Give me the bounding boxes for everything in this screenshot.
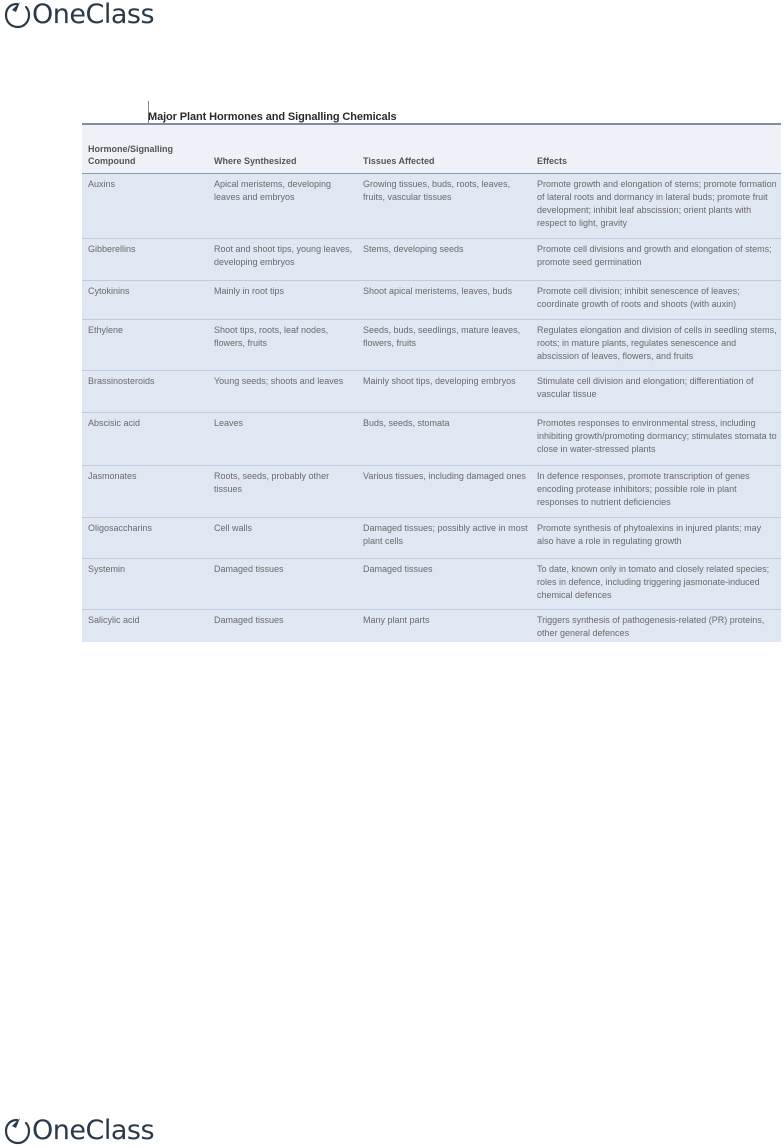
cell-tissues: Shoot apical meristems, leaves, buds: [363, 286, 513, 296]
cell-tissues: Mainly shoot tips, developing embryos: [363, 376, 516, 386]
cell-effects: Promote cell divisions and growth and elongation of stems; promote seed germination: [537, 244, 772, 267]
cell-synthesized: Young seeds; shoots and leaves: [214, 376, 344, 386]
cell-compound: Systemin: [88, 564, 126, 574]
cell-synthesized: Root and shoot tips, young leaves, developing embryos: [214, 244, 353, 267]
table-row: [82, 320, 781, 370]
cell-tissues: Growing tissues, buds, roots, leaves, fruits, vascular tissues: [363, 179, 511, 202]
header-tissues-affected: Tissues Affected: [363, 156, 435, 166]
table-title: Major Plant Hormones and Signalling Chemicals: [148, 111, 397, 123]
cell-compound: Ethylene: [88, 325, 124, 335]
cell-effects: Promote synthesis of phytoalexins in injured plants; may also have a role in regulating growth: [537, 523, 762, 546]
oneclass-logo-bottom: [2, 1116, 154, 1146]
cell-synthesized: Damaged tissues: [214, 564, 284, 574]
cell-effects: Regulates elongation and division of cells in seedling stems, roots; in mature plants, regulates senescence and abscission of leaves, flowers, and fruits: [537, 325, 777, 361]
header-effects: Effects: [537, 156, 568, 166]
cell-effects: Stimulate cell division and elongation; differentiation of vascular tissue: [537, 376, 754, 399]
cell-compound: Cytokinins: [88, 286, 130, 296]
hormone-table: [82, 123, 781, 642]
cell-tissues: Damaged tissues: [363, 564, 433, 574]
table-title-row: [148, 101, 397, 123]
cell-tissues: Various tissues, including damaged ones: [363, 471, 526, 481]
brand-wordmark: OneClass: [32, 0, 155, 30]
table-header-row: [82, 125, 781, 173]
cell-effects: Promotes responses to environmental stress, including inhibiting growth/promoting dormancy; stimulates stomata to close in water-stressed plants: [537, 418, 777, 454]
table-row: [82, 466, 781, 517]
cell-tissues: Stems, developing seeds: [363, 244, 464, 254]
cell-compound: Abscisic acid: [88, 418, 141, 428]
table-row: [82, 559, 781, 609]
brand-wordmark: OneClass: [32, 1115, 155, 1146]
cell-compound: Salicylic acid: [88, 615, 140, 625]
cell-compound: Gibberellins: [88, 244, 136, 254]
cell-synthesized: Mainly in root tips: [214, 286, 285, 296]
hormone-table-figure: [82, 101, 781, 642]
table-row: [82, 610, 781, 644]
cell-tissues: Many plant parts: [363, 615, 430, 625]
table-row: [82, 174, 781, 238]
cell-tissues: Buds, seeds, stomata: [363, 418, 450, 428]
cell-effects: In defence responses, promote transcription of genes encoding protease inhibitors; possible role in plant responses to nutrient deficiencies: [537, 471, 750, 507]
cell-compound: Oligosaccharins: [88, 523, 153, 533]
cell-compound: Auxins: [88, 179, 116, 189]
oneclass-logo-icon: [2, 0, 32, 30]
table-row: [82, 371, 781, 412]
cell-synthesized: Apical meristems, developing leaves and embryos: [214, 179, 332, 202]
cell-effects: Triggers synthesis of pathogenesis-related (PR) proteins, other general defences: [537, 615, 765, 638]
cell-tissues: Seeds, buds, seedlings, mature leaves, flowers, fruits: [363, 325, 521, 348]
table-row: [82, 281, 781, 319]
cell-synthesized: Shoot tips, roots, leaf nodes, flowers, fruits: [214, 325, 329, 348]
table-row: [82, 518, 781, 558]
oneclass-logo-top: [2, 0, 154, 30]
header-where-synthesized: Where Synthesized: [214, 156, 297, 166]
cell-synthesized: Cell walls: [214, 523, 253, 533]
cell-synthesized: Roots, seeds, probably other tissues: [214, 471, 330, 494]
cell-effects: To date, known only in tomato and closely related species; roles in defence, including triggering jasmonate-induced chemical defences: [537, 564, 770, 600]
cell-compound: Brassinosteroids: [88, 376, 155, 386]
table-row: [82, 239, 781, 280]
cell-effects: Promote growth and elongation of stems; promote formation of lateral roots and dormancy in lateral buds; promote fruit development; inhibit leaf abscission; orient plants with respect to light, gravity: [537, 179, 777, 228]
header-compound: Hormone/Signalling Compound: [88, 144, 174, 166]
cell-effects: Promote cell division; inhibit senescence of leaves; coordinate growth of roots and shoots (with auxin): [537, 286, 740, 309]
cell-synthesized: Leaves: [214, 418, 244, 428]
cell-compound: Jasmonates: [88, 471, 137, 481]
table-row: [82, 413, 781, 465]
cell-tissues: Damaged tissues; possibly active in most plant cells: [363, 523, 528, 546]
cell-synthesized: Damaged tissues: [214, 615, 284, 625]
oneclass-logo-icon: [2, 1116, 32, 1146]
